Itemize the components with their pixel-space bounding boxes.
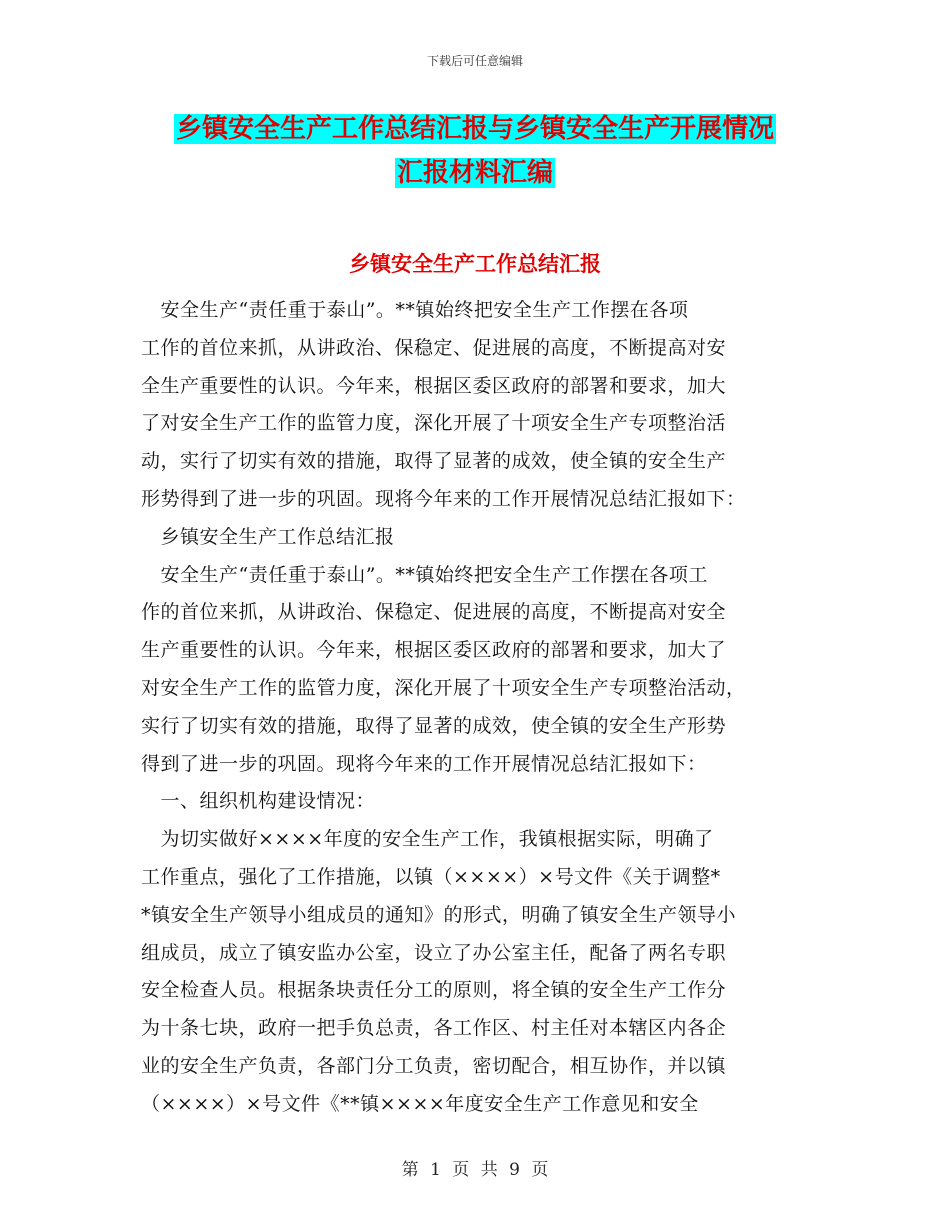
- page-header: 下载后可任意编辑: [426, 54, 523, 68]
- document-title-line-2: [0, 154, 950, 192]
- body-line: 对安全生产工作的监管力度，深化开展了十项安全生产专项整治活动，: [141, 676, 746, 699]
- body-line: 生产重要性的认识。今年来，根据区委区政府的部署和要求，加大了: [141, 639, 727, 662]
- body-line: 全生产重要性的认识。今年来，根据区委区政府的部署和要求，加大: [141, 374, 727, 397]
- body-line: 组成员，成立了镇安监办公室，设立了办公室主任，配备了两名专职: [141, 941, 727, 964]
- body-line: 动，实行了切实有效的措施，取得了显著的成效，使全镇的安全生产: [141, 450, 727, 473]
- body-line: 安全生产“责任重于泰山”。**镇始终把安全生产工作摆在各项: [141, 299, 689, 321]
- body-line: 了对安全生产工作的监管力度，深化开展了十项安全生产专项整治活: [141, 412, 727, 435]
- body-line: 为十条七块，政府一把手负总责，各工作区、村主任对本辖区内各企: [141, 1017, 727, 1040]
- body-line: 乡镇安全生产工作总结汇报: [141, 525, 395, 548]
- body-line: 安全检查人员。根据条块责任分工的原则，将全镇的安全生产工作分: [141, 979, 727, 1002]
- body-text: [141, 292, 806, 1124]
- body-line: 得到了进一步的巩固。现将今年来的工作开展情况总结汇报如下：: [141, 752, 707, 775]
- body-line: 安全生产“责任重于泰山”。**镇始终把安全生产工作摆在各项工: [141, 563, 708, 586]
- document-title-line-1: [0, 110, 950, 148]
- body-line: 实行了切实有效的措施，取得了显著的成效，使全镇的安全生产形势: [141, 714, 727, 737]
- body-line: *镇安全生产领导小组成员的通知》的形式，明确了镇安全生产领导小: [141, 903, 737, 926]
- body-line: （××××）×号文件《**镇××××年度安全生产工作意见和安全: [141, 1092, 699, 1115]
- body-line: 形势得到了进一步的巩固。现将今年来的工作开展情况总结汇报如下：: [141, 487, 746, 510]
- section-title: 乡镇安全生产工作总结汇报: [349, 252, 601, 276]
- body-line: 业的安全生产负责，各部门分工负责，密切配合，相互协作，并以镇: [141, 1054, 727, 1077]
- body-line: 工作重点，强化了工作措施，以镇（××××）×号文件《关于调整*: [141, 865, 721, 888]
- body-line: 为切实做好××××年度的安全生产工作，我镇根据实际，明确了: [141, 828, 714, 851]
- document-title-line-1-text: 乡镇安全生产工作总结汇报与乡镇安全生产开展情况: [175, 114, 774, 144]
- page-footer: 第 1 页 共 9 页: [401, 1160, 549, 1180]
- document-title-line-2-text: 汇报材料汇编: [396, 158, 553, 188]
- body-line: 工作的首位来抓，从讲政治、保稳定、促进展的高度，不断提高对安: [141, 336, 727, 359]
- body-line: 作的首位来抓，从讲政治、保稳定、促进展的高度，不断提高对安全: [141, 601, 727, 624]
- body-line: 一、组织机构建设情况：: [141, 790, 376, 813]
